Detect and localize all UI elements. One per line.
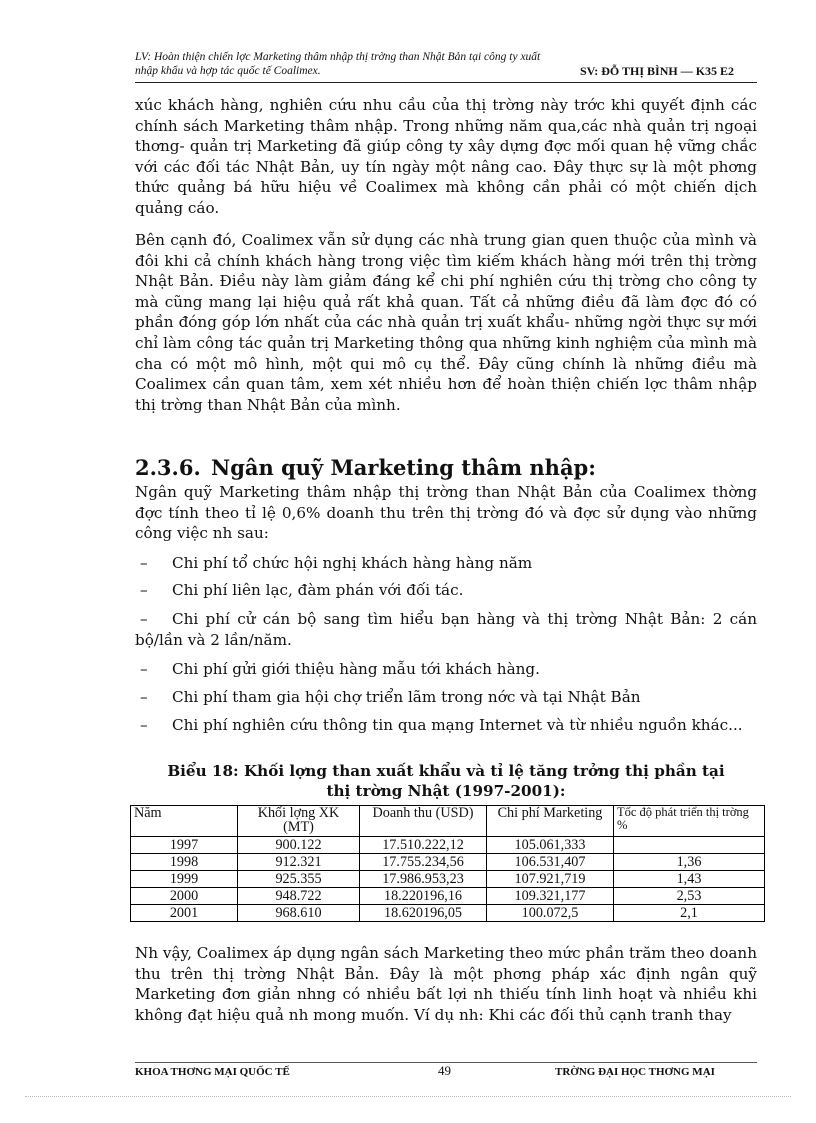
footer-right: TRỜNG ĐẠI HỌC THƠNG MẠI xyxy=(555,1066,715,1078)
table-row xyxy=(131,837,765,854)
bullet-text: Chi phí cử cán bộ sang tìm hiểu bạn hàng và thị trờng Nhật Bản: 2 cán bộ/lần và 2 lần/năm. xyxy=(135,610,757,649)
bullet-item xyxy=(140,687,758,708)
bullet-item xyxy=(140,715,758,736)
page-boundary xyxy=(25,1096,791,1097)
footer-left: KHOA THƠNG MẠI QUỐC TẾ xyxy=(135,1066,290,1078)
page-number: 49 xyxy=(438,1063,451,1078)
table-cell xyxy=(614,837,765,854)
table-caption-line1: Biểu 18: Khối lợng than xuất khẩu và tỉ lệ tăng trởng thị phần tại xyxy=(167,762,725,780)
bullet-text: Chi phí liên lạc, đàm phán với đối tác. xyxy=(172,581,464,599)
bullet-text: Chi phí tham gia hội chợ triển lãm trong nớc và tại Nhật Bản xyxy=(172,688,641,706)
table-cell: 17.755.234,56 xyxy=(360,854,487,871)
bullet-text: Chi phí gửi giới thiệu hàng mẫu tới khách hàng. xyxy=(172,660,540,678)
header-cell: Năm xyxy=(131,806,238,837)
paragraph-4: Nh vậy, Coalimex áp dụng ngân sách Marketing theo mức phần trăm theo doanh thu trên thị trờng Nhật Bản. Đây là một phơng pháp xác định ngân quỹ Marketing đơn giản nhng có nhiều bất lợi nh thiếu tính linh hoạt và nhiều khi không đạt hiệu quả nh mong muốn. Ví dụ nh: Khi các đối thủ cạnh tranh thay xyxy=(135,944,757,1024)
dash-marker: – xyxy=(140,688,148,706)
header-student: SV: ĐỖ THỊ BÌNH — K35 E2 xyxy=(580,64,735,78)
section-title: Ngân quỹ Marketing thâm nhập: xyxy=(211,455,596,480)
paragraph-1: xúc khách hàng, nghiên cứu nhu cầu của thị trờng này trớc khi quyết định các chính sách Marketing thâm nhập. Trong những năm qua,các nhà quản trị ngoại thơng- quản trị Marketing đã giúp công ty xây dựng đợc mối quan hệ vững chắc với các đối tác Nhật Bản, uy tín ngày một nâng cao. Đây thực sự là một phơng thức quảng bá hữu hiệu về Coalimex mà không cần phải có một chiến dịch quảng cáo. xyxy=(135,96,757,217)
data-table xyxy=(130,805,765,922)
table-cell: 1,43 xyxy=(614,871,765,888)
header-cell: Doanh thu (USD) xyxy=(360,806,487,837)
table-cell: 1,36 xyxy=(614,854,765,871)
table-cell: 912.321 xyxy=(238,854,360,871)
dash-marker: – xyxy=(140,554,148,572)
bullet-text: Chi phí nghiên cứu thông tin qua mạng Internet và từ nhiều nguồn khác... xyxy=(172,716,743,734)
dash-marker: – xyxy=(140,716,148,734)
table-cell: 2,1 xyxy=(614,905,765,922)
section-heading xyxy=(135,455,596,480)
table-header-row xyxy=(131,806,765,837)
bullet-item xyxy=(140,659,758,680)
bullet-text: Chi phí tổ chức hội nghị khách hàng hàng năm xyxy=(172,554,533,572)
table-cell: 18.620196,05 xyxy=(360,905,487,922)
table-cell: 2000 xyxy=(131,888,238,905)
header-divider xyxy=(135,82,757,83)
header-cell: Chi phí Marketing xyxy=(487,806,614,837)
header-title-line2: nhập khẩu và hợp tác quốc tế Coalimex. xyxy=(135,65,321,77)
table-cell: 17.510.222,12 xyxy=(360,837,487,854)
bullet-item xyxy=(135,609,757,650)
table-cell: 1997 xyxy=(131,837,238,854)
table-caption-line2: thị trờng Nhật (1997-2001): xyxy=(326,782,566,800)
dash-marker: – xyxy=(140,610,148,628)
dash-marker: – xyxy=(140,581,148,599)
table-cell: 948.722 xyxy=(238,888,360,905)
paragraph-3: Ngân quỹ Marketing thâm nhập thị trờng than Nhật Bản của Coalimex thờng đợc tính theo tỉ lệ 0,6% doanh thu trên thị trờng đó và đợc sử dụng vào những công việc nh sau: xyxy=(135,483,757,543)
table-cell: 100.072,5 xyxy=(487,905,614,922)
table-cell: 106.531,407 xyxy=(487,854,614,871)
table-cell: 925.355 xyxy=(238,871,360,888)
header-cell: Khối lợng XK (MT) xyxy=(238,806,360,837)
table-row xyxy=(131,888,765,905)
table-row xyxy=(131,871,765,888)
dash-marker: – xyxy=(140,660,148,678)
table-cell: 900.122 xyxy=(238,837,360,854)
table-cell: 107.921,719 xyxy=(487,871,614,888)
bullet-item xyxy=(140,580,758,601)
section-number: 2.3.6. xyxy=(135,455,201,480)
table-row xyxy=(131,854,765,871)
table-cell: 1999 xyxy=(131,871,238,888)
paragraph-2: Bên cạnh đó, Coalimex vẫn sử dụng các nhà trung gian quen thuộc của mình và đôi khi cả chính khách hàng trong việc tìm kiếm khách hàng mới trên thị trờng Nhật Bản. Điều này làm giảm đáng kể chi phí nghiên cứu thị trờng cho công ty mà cũng mang lại hiệu quả rất khả quan. Tất cả những điều đã làm đợc đó có phần đóng góp lớn nhất của các nhà quản trị xuất khẩu- những ngời thực sự mới chỉ làm công tác quản trị Marketing thông qua những kinh nghiệm của mình mà cha có một mô hình, một qui mô cụ thể. Đây cũng chính là những điều mà Coalimex cần quan tâm, xem xét nhiều hơn để hoàn thiện chiến lợc thâm nhập thị trờng than Nhật Bản của mình. xyxy=(135,231,757,414)
table-cell: 18.220196,16 xyxy=(360,888,487,905)
table-cell: 1998 xyxy=(131,854,238,871)
table-cell: 2001 xyxy=(131,905,238,922)
table-row xyxy=(131,905,765,922)
table-cell: 2,53 xyxy=(614,888,765,905)
table-cell: 109.321,177 xyxy=(487,888,614,905)
table-cell: 968.610 xyxy=(238,905,360,922)
table-cell: 17.986.953,23 xyxy=(360,871,487,888)
header-cell: Tốc độ phát triển thị trờng % xyxy=(614,806,765,837)
bullet-item xyxy=(140,553,758,574)
header-title-line1: LV: Hoàn thiện chiến lợc Marketing thâm nhập thị trờng than Nhật Bản tại công ty xuất xyxy=(135,51,541,63)
table-cell: 105.061,333 xyxy=(487,837,614,854)
